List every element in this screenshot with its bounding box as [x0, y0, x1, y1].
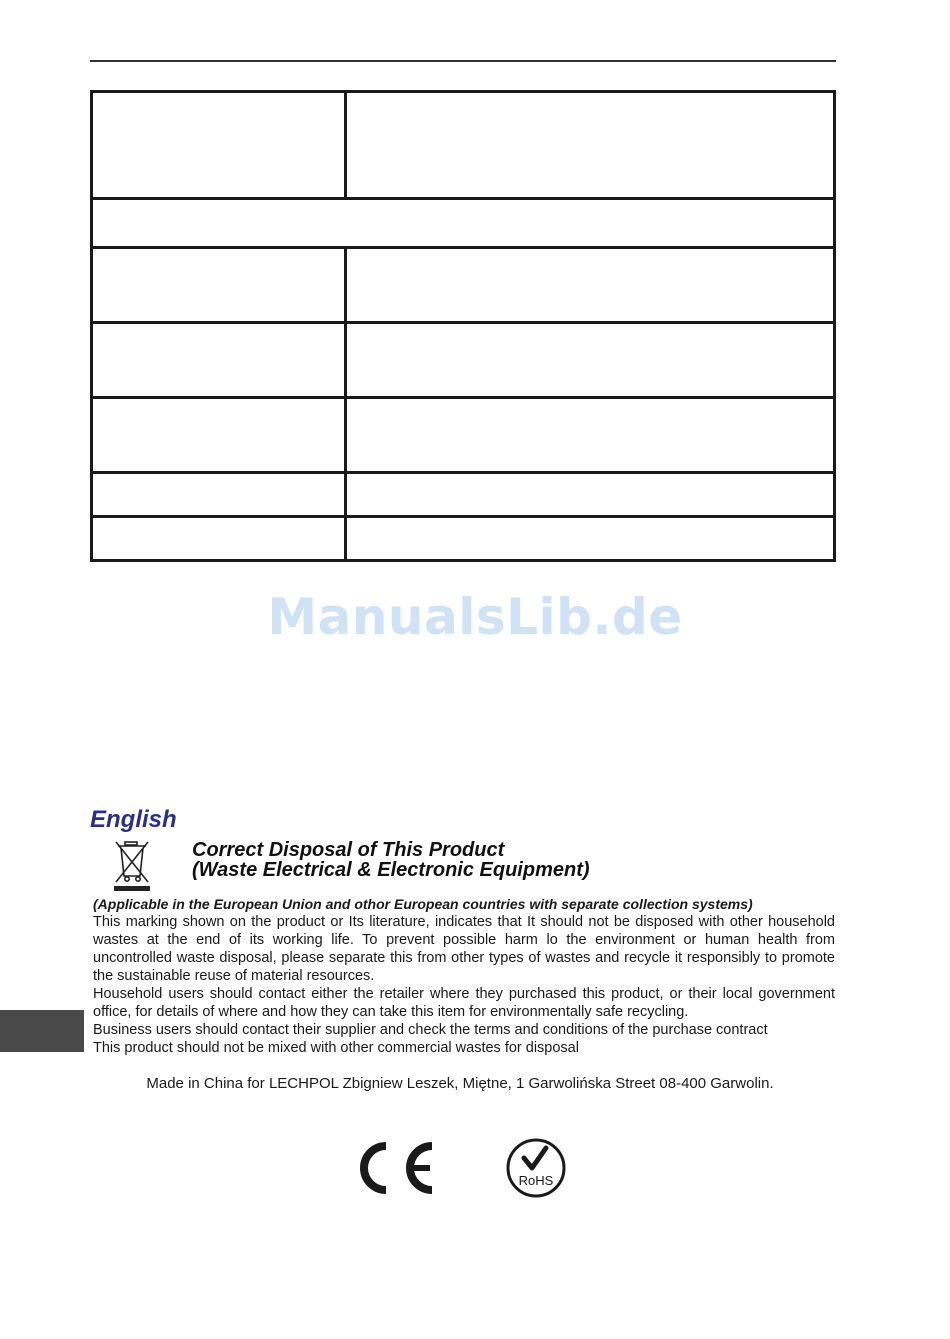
applicability-note: (Applicable in the European Union and othor European countries with separate collection systems)	[93, 896, 753, 912]
table-cell	[346, 248, 835, 323]
disposal-title-line1: Correct Disposal of This Product	[192, 839, 505, 861]
disposal-paragraph: Business users should contact their supplier and check the terms and conditions of the purchase contract	[93, 1022, 768, 1038]
language-heading: English	[90, 806, 177, 833]
rohs-icon	[504, 1136, 568, 1200]
table-row	[92, 398, 835, 473]
table-row	[92, 517, 835, 561]
table-cell	[346, 92, 835, 199]
disposal-paragraph: Household users should contact either the retailer where they purchased this product, or their local government office, for details of where and how they can take this item for environmentally safe recycling.	[93, 986, 835, 1020]
table-row	[92, 92, 835, 199]
page-side-tab	[0, 1010, 84, 1052]
table-cell	[346, 323, 835, 398]
table-cell	[346, 473, 835, 517]
disposal-paragraph: This product should not be mixed with other commercial wastes for disposal	[93, 1040, 579, 1056]
table-row	[92, 323, 835, 398]
manufacturer-info: Made in China for LECHPOL Zbigniew Leszek, Miętne, 1 Garwolińska Street 08-400 Garwolin.	[146, 1075, 774, 1092]
table-cell	[92, 323, 346, 398]
spec-table	[90, 90, 836, 562]
disposal-text	[93, 895, 835, 1057]
table-cell	[346, 517, 835, 561]
table-cell	[92, 398, 346, 473]
disposal-title	[192, 840, 590, 880]
table-cell	[92, 517, 346, 561]
table-row	[92, 473, 835, 517]
crossed-out-wheeled-bin-icon	[110, 838, 154, 892]
disposal-paragraph: This marking shown on the product or Its literature, indicates that It should not be disposed with other household wastes at the end of its working life. To prevent possible harm lo the environment or human health from uncontrolled waste disposal, please separate this from other types of wastes and recycle it responsibly to promote the sustainable reuse of material resources.	[93, 914, 835, 984]
table-cell	[92, 92, 346, 199]
disposal-title-line2: (Waste Electrical & Electronic Equipment)	[192, 859, 590, 881]
table-cell	[92, 199, 835, 248]
rohs-label: RoHS	[518, 1173, 554, 1188]
table-cell	[92, 473, 346, 517]
table-cell	[92, 248, 346, 323]
top-rule	[90, 60, 836, 62]
watermark: ManualsLib.de	[267, 588, 683, 646]
table-row	[92, 248, 835, 323]
table-row	[92, 199, 835, 248]
table-cell	[346, 398, 835, 473]
ce-mark-icon	[350, 1138, 436, 1198]
